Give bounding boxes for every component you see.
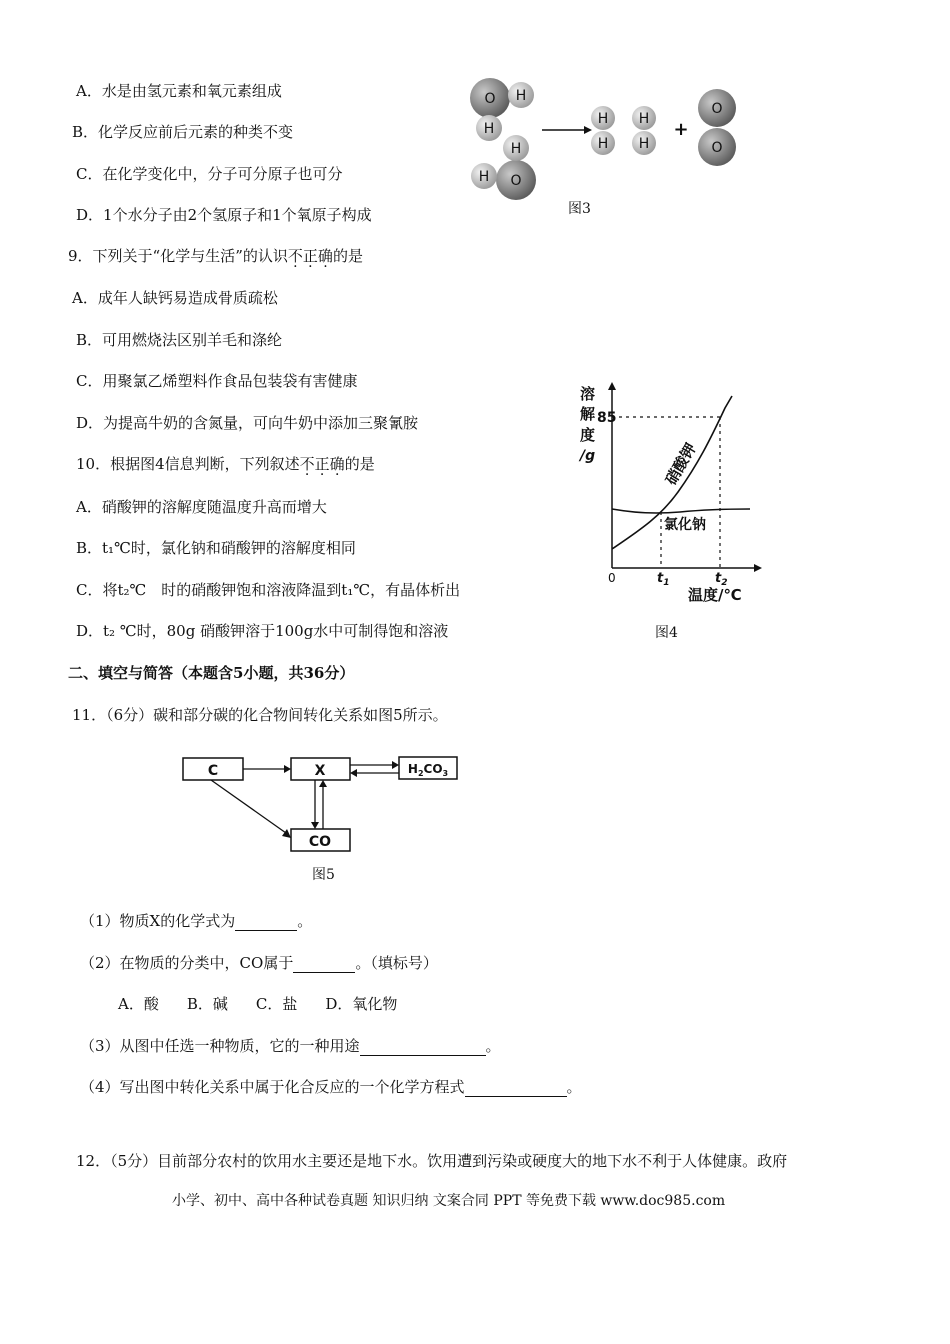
figure-4-caption: 图4 xyxy=(655,625,678,641)
q11-stem: 11．（6分）碳和部分碳的化合物间转化关系如图5所示。 xyxy=(72,706,448,724)
arrow-icon xyxy=(319,780,327,787)
q10-option-d: D．t₂ ℃时，80g 硝酸钾溶于100g水中可制得饱和溶液 xyxy=(76,622,449,640)
svg-text:CO: CO xyxy=(308,834,332,850)
nacl-curve xyxy=(612,509,750,513)
svg-text:H: H xyxy=(638,136,650,152)
q11-sub4: （4）写出图中转化关系中属于化合反应的一个化学方程式 。 xyxy=(80,1078,582,1096)
q10-option-a: A．硝酸钾的溶解度随温度升高而增大 xyxy=(76,498,327,516)
q8-option-c: C．在化学变化中，分子可分原子也可分 xyxy=(76,165,343,183)
q8-option-a: A．水是由氢元素和氧元素组成 xyxy=(76,82,282,100)
q11-sub2: （2）在物质的分类中，CO属于 。（填标号） xyxy=(80,954,438,972)
y-axis-label-char: 溶 xyxy=(580,385,596,403)
svg-text:X: X xyxy=(314,763,326,779)
svg-text:O: O xyxy=(484,91,496,107)
q8-option-d: D．1个水分子由2个氢原子和1个氧原子构成 xyxy=(76,206,372,224)
figure-5-caption: 图5 xyxy=(312,867,335,883)
y-axis-arrow xyxy=(608,382,616,390)
svg-text:H2CO3: $H_2CO_3$ xyxy=(407,762,449,778)
arrow-icon xyxy=(392,761,399,769)
q10-stem: 10．根据图4信息判断，下列叙述不正确的是 xyxy=(76,455,375,473)
y-tick-85: 85 xyxy=(597,410,617,426)
q10-option-c: C．将t₂℃ 时的硝酸钾饱和溶液降温到t₁℃，有晶体析出 xyxy=(76,581,461,599)
svg-text:H: H xyxy=(478,169,490,185)
section-2-title: 二、填空与简答（本题含5小题，共36分） xyxy=(68,664,355,682)
q12-stem: 12．（5分）目前部分农村的饮用水主要还是地下水。饮用遭到污染或硬度大的地下水不利于人体健康。政府 xyxy=(76,1152,788,1170)
q10-option-b: B．t₁℃时，氯化钠和硝酸钾的溶解度相同 xyxy=(76,539,356,557)
q9-option-c: C．用聚氯乙烯塑料作食品包装袋有害健康 xyxy=(76,372,358,390)
x-tick-t2: $t_2$ xyxy=(715,571,728,588)
x-axis-label: 温度/℃ xyxy=(688,586,742,604)
q9-option-a: A．成年人缺钙易造成骨质疏松 xyxy=(72,289,278,307)
svg-text:O: O xyxy=(711,140,723,156)
svg-text:H: H xyxy=(597,136,609,152)
svg-text:C: C xyxy=(207,763,219,779)
q11-sub1: （1）物质X的化学式为 。 xyxy=(80,912,313,930)
q9-stem: 9．下列关于“化学与生活”的认识不正确的是 xyxy=(68,247,363,265)
carbon-conversion-diagram xyxy=(178,752,468,858)
q11-sub3: （3）从图中任选一种物质，它的一种用途 。 xyxy=(80,1037,501,1055)
svg-text:H: H xyxy=(638,111,650,127)
q11-choices: A．酸 B．碱 C．盐 D．氧化物 xyxy=(118,995,398,1013)
svg-text:H: H xyxy=(597,111,609,127)
solubility-chart xyxy=(560,382,770,610)
x-tick-t1: $t_1$ xyxy=(657,571,670,588)
answer-blank[interactable] xyxy=(465,1080,567,1097)
svg-text:H: H xyxy=(483,121,495,137)
answer-blank[interactable] xyxy=(360,1039,486,1056)
answer-blank[interactable] xyxy=(235,914,297,931)
svg-text:O: O xyxy=(711,101,723,117)
arrow-icon xyxy=(311,822,319,829)
svg-text:H: H xyxy=(510,141,522,157)
q8-option-b: B．化学反应前后元素的种类不变 xyxy=(72,123,294,141)
y-axis-label-char: 解 xyxy=(580,405,596,423)
svg-text:H: H xyxy=(515,88,527,104)
series-label-kno3: 硝酸钾 xyxy=(661,440,700,488)
arrow-icon xyxy=(350,769,357,777)
series-label-nacl: 氯化钠 xyxy=(664,517,706,533)
arrow-icon xyxy=(284,765,291,773)
x-axis-arrow xyxy=(754,564,762,572)
q9-option-b: B．可用燃烧法区别羊毛和涤纶 xyxy=(76,331,283,349)
svg-text:O: O xyxy=(510,173,522,189)
arrow-icon xyxy=(584,126,592,134)
q9-option-d: D．为提高牛奶的含氮量，可向牛奶中添加三聚氰胺 xyxy=(76,414,419,432)
water-decomposition-figure xyxy=(462,72,752,202)
figure-3-caption: 图3 xyxy=(568,201,591,217)
answer-blank[interactable] xyxy=(293,956,355,973)
plus-icon: + xyxy=(673,119,689,140)
x-tick-0: 0 xyxy=(608,571,616,585)
page-footer: 小学、初中、高中各种试卷真题 知识归纳 文案合同 PPT 等免费下载 www.doc985.com xyxy=(172,1193,726,1209)
y-axis-label-char: /g xyxy=(580,448,596,464)
y-axis-label-char: 度 xyxy=(580,426,596,444)
